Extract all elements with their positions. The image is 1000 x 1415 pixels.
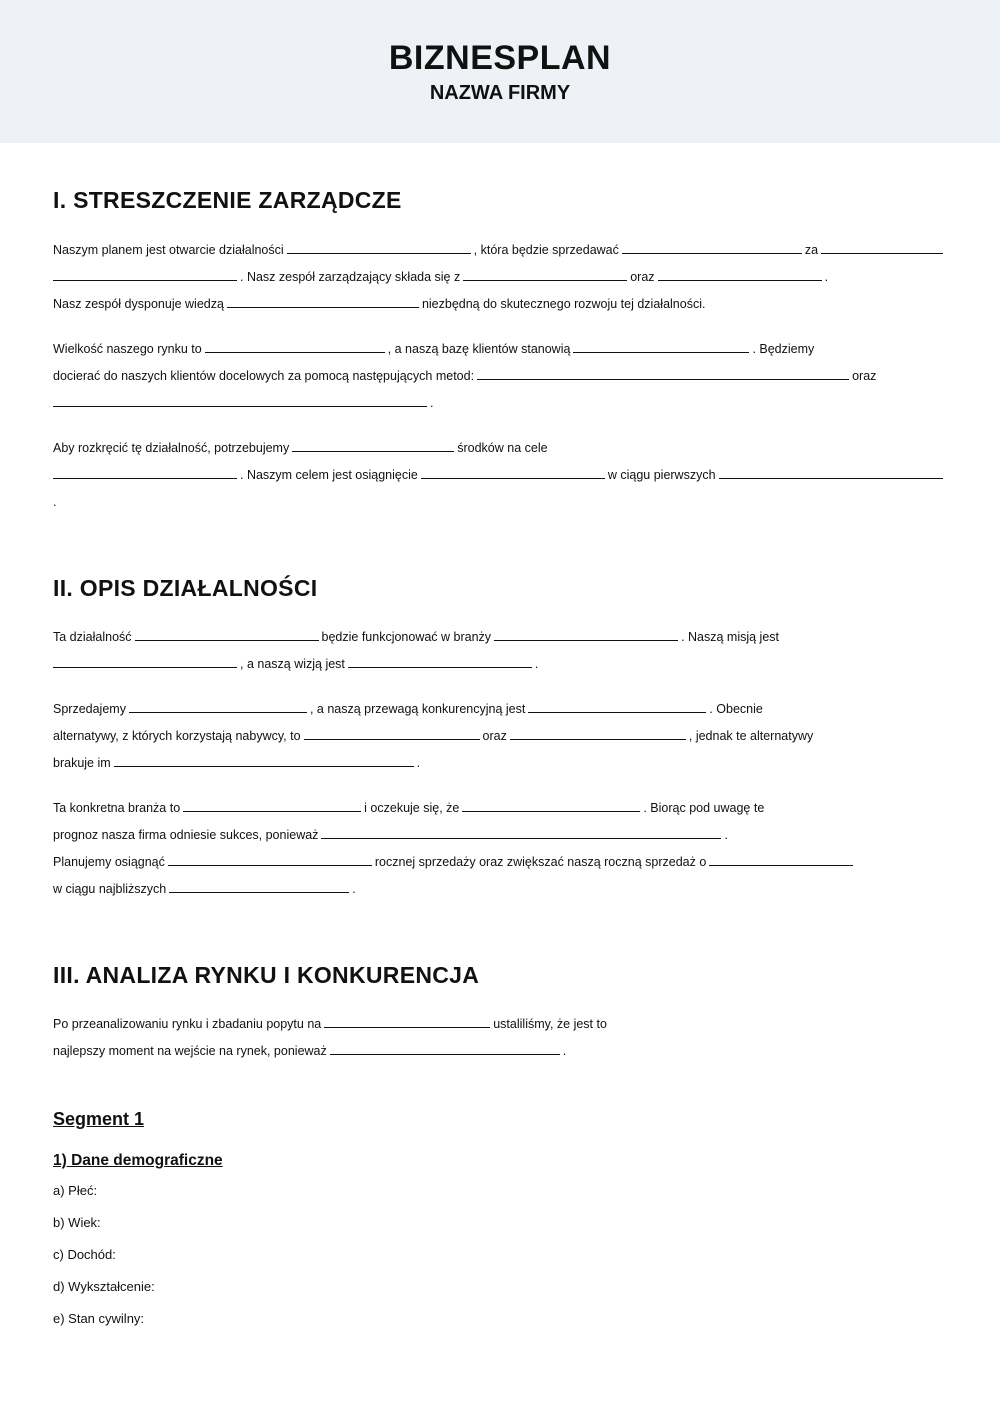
blank-field[interactable] bbox=[477, 365, 849, 380]
blank-field[interactable] bbox=[205, 338, 385, 353]
blank-field[interactable] bbox=[114, 752, 414, 767]
text: alternatywy, z których korzystają nabywcy, to bbox=[53, 729, 301, 743]
executive-summary-paragraph-1 bbox=[53, 237, 947, 318]
text: . bbox=[562, 1044, 567, 1058]
blank-field[interactable] bbox=[53, 392, 427, 407]
executive-summary-paragraph-3 bbox=[53, 435, 947, 516]
document-body bbox=[0, 143, 1000, 1335]
text: i oczekuje się, że bbox=[364, 801, 460, 815]
text: . bbox=[53, 495, 57, 509]
blank-field[interactable] bbox=[287, 239, 471, 254]
text: . Będziemy bbox=[752, 342, 815, 356]
blank-field[interactable] bbox=[129, 698, 307, 713]
text: Nasz zespół dysponuje wiedzą bbox=[53, 297, 224, 311]
text: w ciągu pierwszych bbox=[607, 468, 716, 482]
blank-field[interactable] bbox=[168, 851, 372, 866]
text: . Naszą misją jest bbox=[681, 630, 780, 644]
blank-field[interactable] bbox=[622, 239, 802, 254]
blank-field[interactable] bbox=[169, 878, 349, 893]
document-header bbox=[0, 0, 1000, 143]
text: najlepszy moment na wejście na rynek, ponieważ bbox=[53, 1044, 327, 1058]
executive-summary-paragraph-2 bbox=[53, 336, 947, 417]
blank-field[interactable] bbox=[463, 266, 627, 281]
text: Ta konkretna branża to bbox=[53, 801, 181, 815]
text: rocznej sprzedaży oraz zwiększać naszą roczną sprzedaż o bbox=[374, 855, 707, 869]
blank-field[interactable] bbox=[719, 464, 943, 479]
text: . Naszym celem jest osiągnięcie bbox=[240, 468, 418, 482]
business-description-paragraph-3 bbox=[53, 795, 947, 903]
business-description-paragraph-2 bbox=[53, 696, 947, 777]
text: , a naszą wizją jest bbox=[240, 657, 345, 671]
field-label-income: c) Dochód: bbox=[53, 1247, 116, 1262]
blank-field[interactable] bbox=[304, 725, 480, 740]
text: ustaliliśmy, że jest to bbox=[493, 1017, 607, 1031]
company-name: NAZWA FIRMY bbox=[429, 82, 571, 104]
text: za bbox=[804, 243, 819, 257]
demographics-fields bbox=[53, 1175, 947, 1335]
text: prognoz nasza firma odniesie sukces, ponieważ bbox=[53, 828, 319, 842]
blank-field[interactable] bbox=[709, 851, 853, 866]
blank-field[interactable] bbox=[53, 464, 237, 479]
text: będzie funkcjonować w branży bbox=[321, 630, 492, 644]
text: w ciągu najbliższych bbox=[53, 882, 167, 896]
text: docierać do naszych klientów docelowych za pomocą następujących metod: bbox=[53, 369, 475, 383]
field-label-education: d) Wykształcenie: bbox=[53, 1279, 155, 1294]
text: . Nasz zespół zarządzający składa się z bbox=[240, 270, 461, 284]
text: , a naszą bazę klientów stanowią bbox=[387, 342, 571, 356]
blank-field[interactable] bbox=[658, 266, 822, 281]
blank-field[interactable] bbox=[53, 653, 237, 668]
text: . Obecnie bbox=[709, 702, 763, 716]
blank-field[interactable] bbox=[528, 698, 706, 713]
blank-field[interactable] bbox=[462, 797, 640, 812]
blank-field[interactable] bbox=[510, 725, 686, 740]
text: . bbox=[534, 657, 539, 671]
text: . Biorąc pod uwagę te bbox=[643, 801, 765, 815]
text: . bbox=[724, 828, 728, 842]
blank-field[interactable] bbox=[330, 1040, 560, 1055]
blank-field[interactable] bbox=[292, 437, 454, 452]
text: Naszym planem jest otwarcie działalności bbox=[53, 243, 284, 257]
blank-field[interactable] bbox=[573, 338, 749, 353]
text: Po przeanalizowaniu rynku i zbadaniu popytu na bbox=[53, 1017, 322, 1031]
blank-field[interactable] bbox=[135, 626, 319, 641]
blank-field[interactable] bbox=[324, 1013, 490, 1028]
segment-heading: Segment 1 bbox=[53, 1109, 145, 1129]
blank-field[interactable] bbox=[227, 293, 419, 308]
field-label-marital-status: e) Stan cywilny: bbox=[53, 1311, 145, 1326]
market-analysis-paragraph-1 bbox=[53, 1011, 947, 1065]
document-title: BIZNESPLAN bbox=[388, 39, 612, 77]
text: Wielkość naszego rynku to bbox=[53, 342, 202, 356]
blank-field[interactable] bbox=[183, 797, 361, 812]
text: brakuje im bbox=[53, 756, 111, 770]
blank-field[interactable] bbox=[821, 239, 943, 254]
section-heading-executive-summary: I. STRESZCZENIE ZARZĄDCZE bbox=[53, 187, 402, 213]
blank-field[interactable] bbox=[421, 464, 605, 479]
text: . bbox=[416, 756, 421, 770]
text: , jednak te alternatywy bbox=[688, 729, 814, 743]
text: Sprzedajemy bbox=[53, 702, 126, 716]
field-label-gender: a) Płeć: bbox=[53, 1183, 98, 1198]
text: , a naszą przewagą konkurencyjną jest bbox=[309, 702, 526, 716]
demographics-heading: 1) Dane demograficzne bbox=[53, 1152, 223, 1169]
text: . bbox=[352, 882, 356, 896]
text: oraz bbox=[630, 270, 655, 284]
text: . bbox=[430, 396, 434, 410]
text: oraz bbox=[482, 729, 507, 743]
text: , która będzie sprzedawać bbox=[473, 243, 619, 257]
text: niezbędną do skutecznego rozwoju tej działalności. bbox=[421, 297, 706, 311]
business-description-paragraph-1 bbox=[53, 624, 947, 678]
field-label-age: b) Wiek: bbox=[53, 1215, 101, 1230]
section-heading-business-description: II. OPIS DZIAŁALNOŚCI bbox=[53, 575, 318, 601]
text: oraz bbox=[852, 369, 877, 383]
text: środków na cele bbox=[457, 441, 548, 455]
text: Planujemy osiągnąć bbox=[53, 855, 165, 869]
blank-field[interactable] bbox=[53, 266, 237, 281]
blank-field[interactable] bbox=[494, 626, 678, 641]
text: Ta działalność bbox=[53, 630, 132, 644]
blank-field[interactable] bbox=[321, 824, 721, 839]
blank-field[interactable] bbox=[348, 653, 532, 668]
section-heading-market-analysis: III. ANALIZA RYNKU I KONKURENCJA bbox=[53, 962, 480, 988]
text: . bbox=[824, 270, 829, 284]
text: Aby rozkręcić tę działalność, potrzebujemy bbox=[53, 441, 290, 455]
